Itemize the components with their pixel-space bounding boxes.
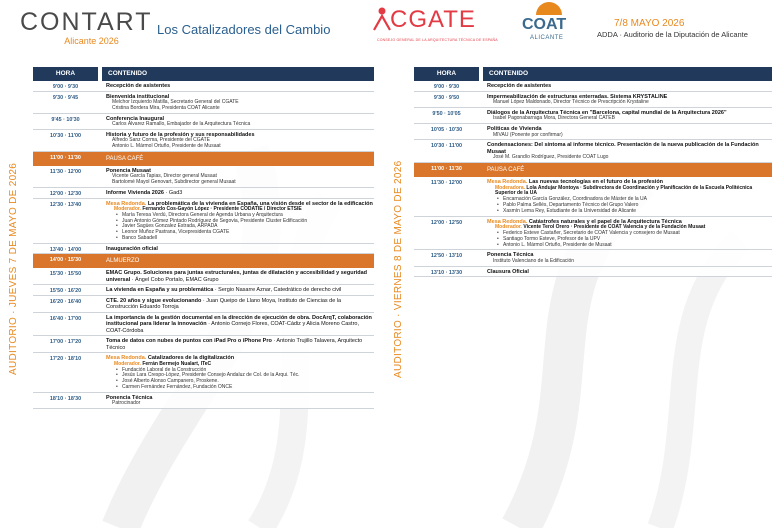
row-content — [479, 250, 772, 265]
schedule-row — [33, 81, 374, 92]
speaker-line: Isabel Pagonabarraga Mora, Directora General CATEB — [493, 115, 615, 122]
row-title — [487, 83, 772, 90]
break-row — [33, 254, 374, 268]
speaker-line: Antonio L. Mármol Ortuño, Presidente de Musaat — [112, 143, 221, 150]
schedule-row — [414, 177, 772, 216]
moderator-name: Ferrán Bermejo Nualart, ITeC — [140, 360, 212, 367]
row-title-text: Recepción de asistentes — [487, 83, 552, 89]
row-title-speaker: · Antonio Trujillo Talavera, Arquitecto Técnico — [106, 338, 363, 351]
row-content — [98, 152, 374, 165]
row-title-text: Toma de datos con nubes de puntos con iPad Pro o iPhone Pro — [106, 338, 272, 345]
row-time: 13'40 · 14'00 — [49, 246, 82, 253]
schedule-row — [33, 244, 374, 255]
row-title-text: La importancia de la gestión documental en la dirección de ejecución de obra. DocArqT, colaboración institucional para liderar la innovación — [106, 314, 372, 328]
moderator-label: Moderadora. — [495, 184, 526, 191]
row-title — [106, 83, 374, 90]
contart-logo-subtitle: Alicante 2026 — [64, 36, 119, 46]
panelist-item: • Javier Sagües Gonzalez Estrada, ARPADA — [106, 224, 374, 230]
round-table-label: Mesa Redonda. — [487, 179, 528, 186]
speaker-line: Alfredo Sanz Corma, Presidente del CGATE — [112, 137, 211, 144]
event-date: 7/8 MAYO 2026 — [614, 18, 685, 29]
panelist-item: • Juan Antonio Gómez Pintado Rodríguez de Segovia, Presidente Cluster Edificación — [106, 219, 374, 225]
round-table-label: Mesa Redonda. — [106, 355, 147, 362]
row-content — [98, 244, 374, 254]
day2-side-label: AUDITORIO · VIERNES 8 DE MAYO DE 2026 — [393, 160, 404, 378]
row-content — [479, 267, 772, 277]
cgate-logo-text: CGATE — [390, 6, 476, 33]
schedule-row — [33, 313, 374, 337]
header-hora: HORA — [414, 67, 479, 81]
row-content — [98, 353, 374, 391]
row-time: 10'30 · 11'00 — [49, 132, 82, 139]
row-title-text: Diálogos de la Arquitectura Técnica en "Barcelona, capital mundial de la Arquitectura 2026" — [487, 109, 727, 116]
panelist-item: • Banco Sabadell — [106, 236, 374, 242]
coat-logo-subtitle: ALICANTE — [530, 35, 564, 41]
row-time: 15'50 · 16'20 — [49, 288, 82, 295]
schedule-row — [414, 92, 772, 108]
schedule-row — [414, 81, 772, 92]
row-time: 12'30 · 13'40 — [49, 201, 82, 208]
row-title-text: PAUSA CAFÉ — [487, 167, 525, 174]
coat-logo-text: COAT — [522, 16, 567, 33]
schedule-row — [414, 250, 772, 266]
row-content — [98, 336, 374, 352]
schedule-row — [33, 268, 374, 285]
row-title — [106, 190, 374, 197]
row-time: 12'00 · 12'50 — [430, 219, 463, 226]
cgate-logo-subtitle: CONSEJO GENERAL DE LA ARQUITECTURA TÉCNICA DE ESPAÑA — [377, 38, 498, 42]
schedule-row — [33, 130, 374, 152]
row-time: 9'00 · 9'30 — [433, 84, 460, 90]
day2-table-header — [414, 67, 772, 81]
row-time: 13'10 · 13'30 — [430, 269, 463, 276]
row-title — [106, 298, 374, 311]
row-content — [98, 114, 374, 129]
row-content — [98, 199, 374, 243]
row-title — [106, 338, 374, 351]
row-time: 16'40 · 17'00 — [49, 315, 82, 322]
row-content — [479, 163, 772, 176]
row-title — [487, 165, 772, 175]
row-title-text: EMAC Grupo. Soluciones para juntas estructurales, juntas de dilatación y accesibilidad y seguridad universal — [106, 270, 368, 283]
row-content — [98, 254, 374, 267]
schedule-row — [414, 217, 772, 251]
row-content — [98, 130, 374, 151]
row-title-text: Catástrofes naturales y el papel de la Arquitectura Técnica — [527, 218, 682, 225]
row-title-speaker: · Gad3 — [163, 190, 183, 197]
schedule-row — [414, 140, 772, 163]
row-title-text: Catalizadores de la digitalización — [146, 355, 235, 362]
panelist-item: • José Alberto Alonso Campanero, Proskene. — [106, 379, 374, 385]
speaker-line: Vicente García Tapias, Director general Musaat — [112, 173, 217, 180]
row-title-text: La vivienda en España y su problemática — [106, 287, 214, 294]
schedule-row — [33, 199, 374, 244]
row-content — [98, 268, 374, 284]
row-title-speaker: · Sergio Nasarre Aznar, Catedrático de derecho civil — [213, 287, 342, 294]
speaker-line: Melchor Izquierdo Matilla, Secretario General del CGATE — [112, 99, 239, 105]
row-title-text: La problemática de la vivienda en España, una visión desde el sector de la edificación — [146, 200, 373, 207]
panelist-item: • Antonio L. Mármol Ortuño, Presidente de Musaat — [487, 243, 772, 249]
schedule-row — [33, 393, 374, 409]
panelist-item: • Carmen Fernández Fernández, Fundación ONCE — [106, 385, 374, 391]
row-title-speaker: · Juan Queipo de Llano Moya, Instituto de Ciencias de la Construcción Eduardo Torroja — [106, 297, 342, 311]
round-table-label: Mesa Redonda. — [487, 218, 528, 225]
row-time: 11'00 · 11'30 — [431, 166, 462, 173]
moderator-label: Moderador. — [495, 224, 522, 231]
panelist-item: • Santiago Tormo Esteve, Profesor de la UPV — [487, 237, 772, 243]
row-content — [98, 166, 374, 187]
row-title-text: Ponencia Musaat — [106, 167, 151, 174]
schedule-row — [33, 353, 374, 392]
row-title — [106, 246, 374, 253]
row-content — [479, 140, 772, 162]
schedule-row — [33, 114, 374, 130]
day1-schedule-table — [33, 67, 374, 409]
row-title-text: Conferencia Inaugural — [106, 115, 165, 122]
header-contenido: CONTENIDO — [483, 67, 772, 81]
coat-logo — [520, 2, 580, 44]
row-content — [479, 108, 772, 123]
schedule-row — [33, 166, 374, 188]
header-contenido: CONTENIDO — [102, 67, 374, 81]
row-title — [487, 269, 772, 276]
row-time: 9'50 · 10'05 — [432, 110, 461, 117]
row-time: 9'30 · 9'45 — [52, 94, 79, 101]
moderator-name: Vicente Terol Orero · Presidente de COAT Valencia y de la Fundación Musaat — [521, 224, 706, 231]
row-title-text: ALMUERZO — [106, 258, 140, 265]
coat-emblem-icon — [534, 2, 564, 16]
row-title — [106, 256, 374, 266]
row-time: 11'30 · 12'00 — [430, 180, 463, 187]
row-content — [98, 393, 374, 408]
row-content — [479, 177, 772, 215]
row-title-text: Historia y futuro de la profesión y sus responsabilidades — [106, 131, 255, 138]
schedule-row — [33, 296, 374, 313]
row-time: 18'10 · 18'30 — [49, 395, 82, 402]
row-time: 14'00 · 15'30 — [49, 257, 82, 264]
panelist-item: • Pablo Palma Sellés, Departamento Técnico del Grupo Valero — [487, 203, 772, 209]
day2-schedule-table — [414, 67, 772, 277]
round-table-label: Mesa Redonda. — [106, 200, 147, 207]
row-content — [479, 92, 772, 107]
row-time: 11'30 · 12'00 — [49, 168, 82, 175]
row-time: 15'30 · 15'50 — [49, 271, 82, 278]
contart-logo-text: CONTART — [20, 8, 153, 36]
row-title-speaker: · Ángel Cobo Portalo, EMAC Grupo — [130, 276, 219, 283]
panelist-item: • Jesús Lara Crespo-López, Presidente Consejo Andaluz de Col. de la Arqui. Téc. — [106, 373, 374, 379]
moderator-label: Moderador. — [114, 360, 141, 367]
row-title-text: Clausura Oficial — [487, 268, 529, 275]
day2-rows — [414, 81, 772, 277]
speaker-line: Patrocinador — [112, 400, 141, 407]
row-title-text: Condensaciones: Del síntoma al informe técnico. Presentación de la nueva publicación de la Fundación Musaat — [487, 142, 759, 155]
row-title-text: Ponencia Técnica — [106, 394, 153, 401]
row-title-text: Recepción de asistentes — [106, 83, 171, 89]
row-time: 17'00 · 17'20 — [49, 339, 82, 346]
moderator-label: Moderador. — [114, 206, 141, 213]
schedule-row — [414, 267, 772, 278]
cgate-logo — [372, 6, 498, 46]
header-hora: HORA — [33, 67, 98, 81]
speaker-line: MIVAU (Ponente por confirmar) — [493, 131, 563, 138]
contart-logo — [20, 8, 153, 46]
panelist-item: • Leonor Muñoz Pastrana, Vicepresidenta CGATE — [106, 230, 374, 236]
row-title — [106, 154, 374, 164]
panelist-item: • Xasmín Lema Rey, Estudiante de la Universidad de Alicante — [487, 209, 772, 215]
break-row — [414, 163, 772, 177]
speaker-line: Manuel López Maldonado, Director Técnico de Prescripción Krystaline — [493, 99, 649, 105]
row-content — [479, 217, 772, 250]
row-time: 12'50 · 13'10 — [430, 253, 463, 260]
cgate-emblem-icon — [372, 6, 392, 34]
row-content — [98, 92, 374, 113]
panelist-item: • María Teresa Verdú, Directora General de Agenda Urbana y Arquitectura — [106, 213, 374, 219]
row-title-speaker: · Antonio Cornejo Flores, COAT-Cádiz y Alicia Moreno Castro, COAT-Córdoba — [106, 321, 359, 334]
schedule-row — [414, 124, 772, 140]
panelist-item: • Encarnación García González, Coordinadora de Máster de la UA — [487, 197, 772, 203]
row-content — [479, 124, 772, 139]
break-row — [33, 152, 374, 166]
row-title-text: Ponencia Técnica — [487, 252, 534, 259]
moderator-name: Fernando Cos-Gayón López · Presidente CODATIE / Director ETSIE — [140, 206, 302, 213]
speaker-line: Cristina Bordera Mira, Presidenta COAT Alicante — [112, 104, 220, 111]
panelist-item: • Federico Esteve Castañer, Secretario de COAT Valencia y consejero de Musaat — [487, 231, 772, 237]
day1-side-label: AUDITORIO · JUEVES 7 DE MAYO DE 2026 — [8, 162, 19, 375]
row-time: 9'00 · 9'30 — [52, 84, 79, 90]
row-title-text: Bienvenida institucional — [106, 93, 170, 100]
schedule-row — [33, 92, 374, 114]
row-title-text: PAUSA CAFÉ — [106, 155, 144, 162]
row-time: 9'45 · 10'30 — [51, 116, 80, 123]
row-content — [98, 81, 374, 91]
row-title — [106, 287, 374, 294]
event-place: ADDA · Auditorio de la Diputación de Alicante — [597, 30, 748, 39]
row-content — [98, 296, 374, 312]
row-time: 9'30 · 9'50 — [433, 94, 460, 101]
row-content — [98, 313, 374, 336]
schedule-row — [33, 188, 374, 199]
panelist-item: • Fundación Laboral de la Construcción — [106, 368, 374, 374]
row-time: 12'00 · 12'30 — [49, 191, 82, 198]
row-time: 10'30 · 11'00 — [430, 143, 463, 150]
speaker-line: Instituto Valenciano de la Edificación — [493, 257, 575, 264]
row-content — [479, 81, 772, 91]
schedule-row — [33, 285, 374, 296]
moderator-name: Lola Andujar Montoya · Subdirectora de Coordinación y Planificación de la Escuela Politécnica Superior de la UA — [495, 184, 753, 197]
row-time: 17'20 · 18'10 — [49, 356, 82, 363]
row-title-text: Inauguración oficial — [106, 245, 158, 252]
speaker-line: José M. Grandío Rodríguez, Presidente COAT Lugo — [493, 154, 609, 161]
speaker-line: Carlos Álvarez Ramallo, Embajador de la Arquitectura Técnica — [112, 121, 251, 128]
row-time: 11'00 · 11'30 — [50, 154, 81, 161]
row-time: 10'05 · 10'30 — [430, 127, 463, 134]
day1-table-header — [33, 67, 374, 81]
row-title-text: CTE. 20 años y sigue evolucionando — [106, 297, 202, 304]
row-title-text: Las nuevas tecnologías en el futuro de la profesión — [527, 179, 664, 186]
row-time: 16'20 · 16'40 — [49, 298, 82, 305]
row-title — [106, 270, 374, 283]
row-title-text: Informe Vivienda 2026 — [106, 190, 164, 197]
day1-rows — [33, 81, 374, 409]
schedule-row — [33, 336, 374, 353]
row-title-text: Políticas de Vivienda — [487, 126, 542, 133]
page-title: Los Catalizadores del Cambio — [157, 22, 331, 37]
row-title-text: Impermeabilización de estructuras enterradas. Sistema KRYSTALINE — [487, 93, 668, 100]
row-title — [106, 315, 374, 335]
row-content — [98, 188, 374, 198]
row-content — [98, 285, 374, 295]
schedule-row — [414, 108, 772, 124]
speaker-line: Bartolomé Mayol Genovart, Subdirector general Musaat — [112, 179, 236, 186]
